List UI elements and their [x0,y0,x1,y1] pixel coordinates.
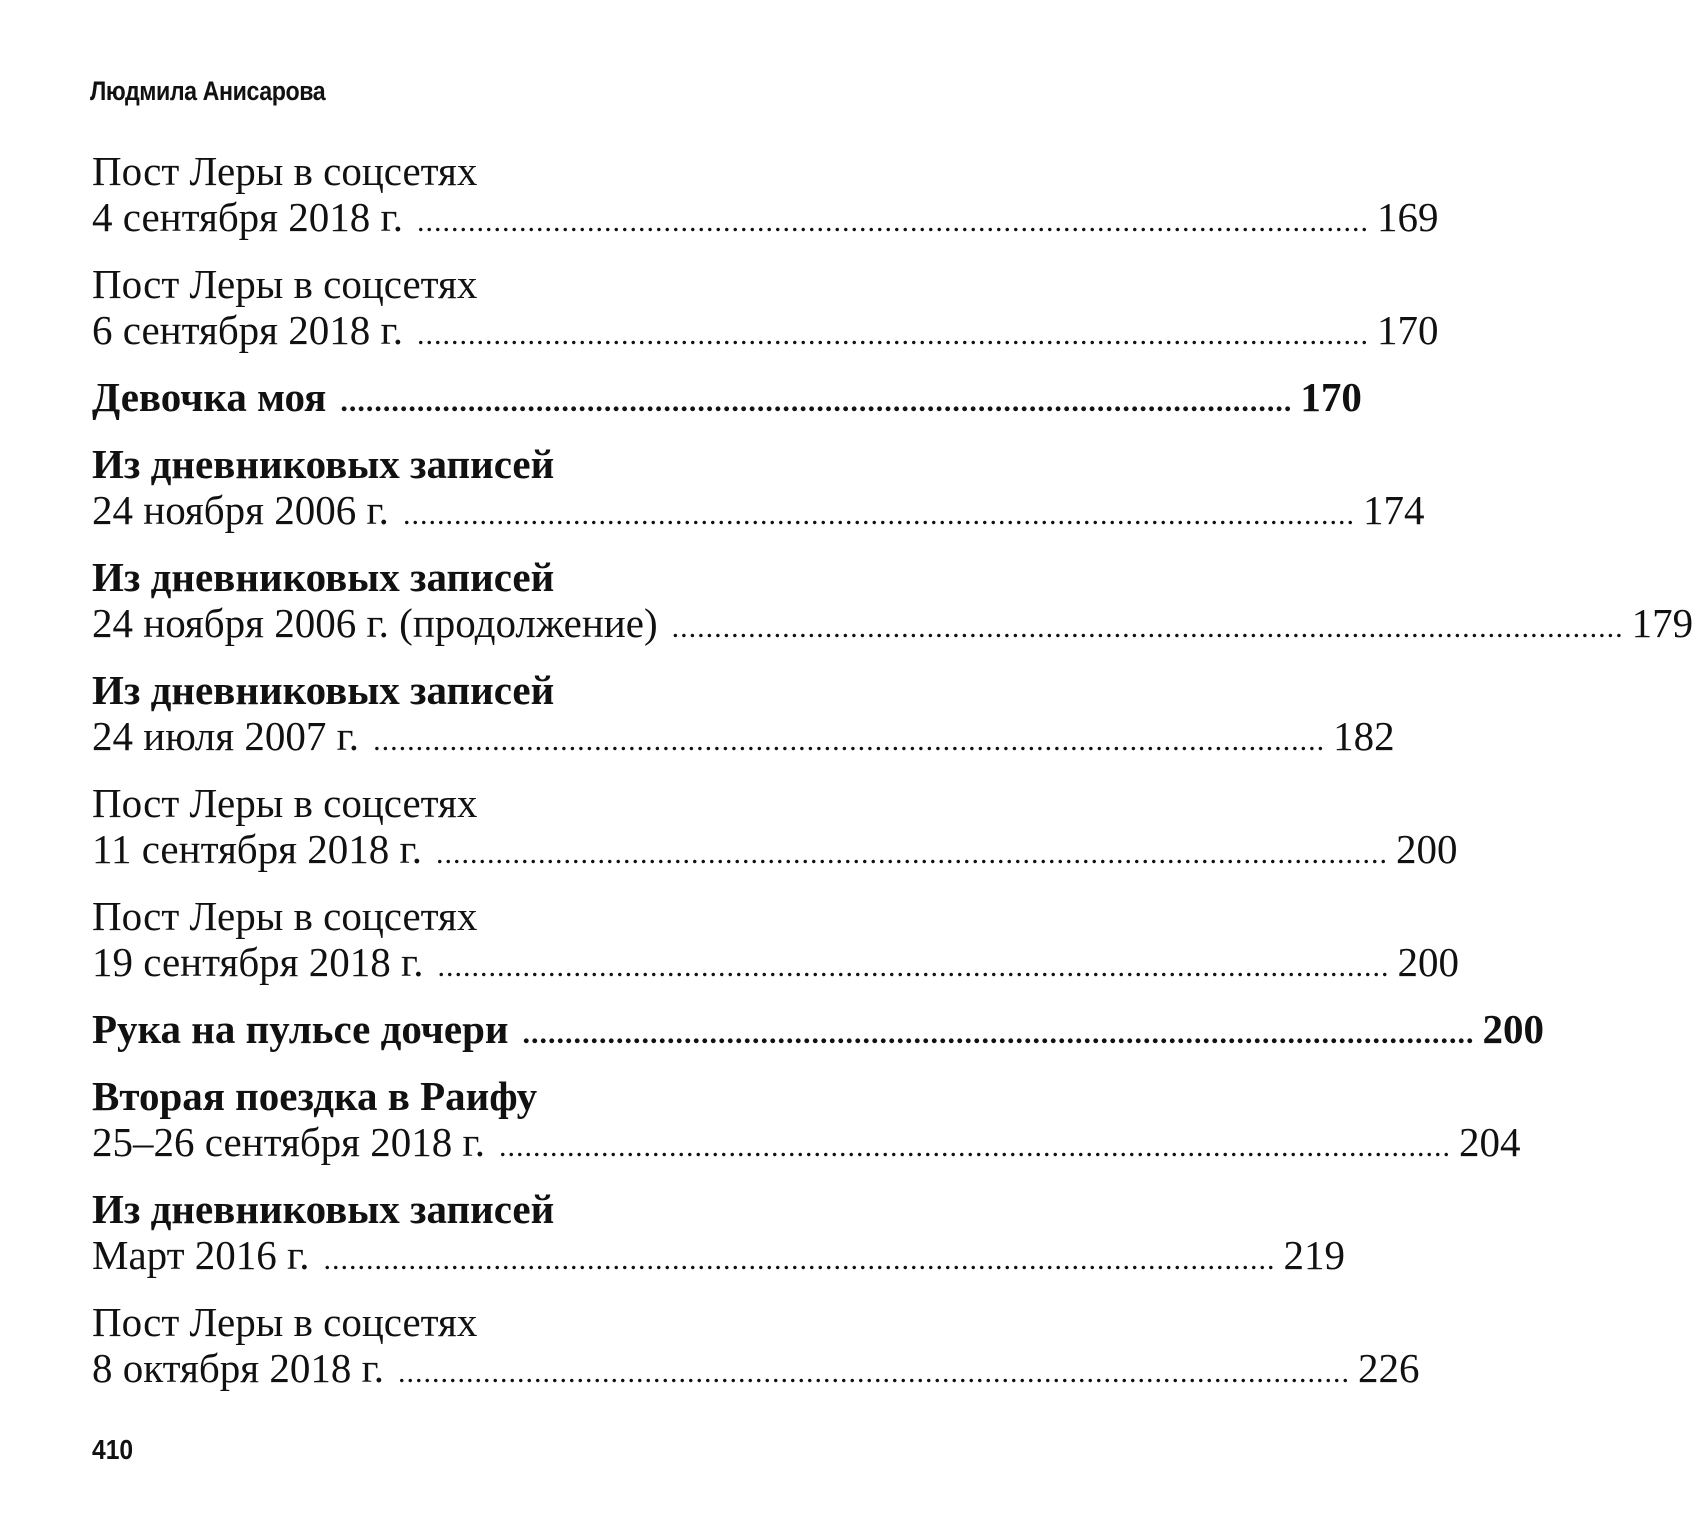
entry-subtitle: 6 сентября 2018 г. [92,307,403,353]
toc-entry[interactable] [92,1299,1420,1391]
entry-page-number: 182 [1333,713,1395,759]
entry-title: Из дневниковых записей [92,441,555,487]
entry-page-number: 169 [1376,194,1439,240]
entry-page-number: 200 [1397,939,1459,985]
dot-leader: ................................................................................................................ [522,1017,1475,1050]
entry-title: Пост Леры в соцсетях [92,1299,478,1345]
entry-subtitle: 25–26 сентября 2018 г. [92,1119,485,1165]
entry-page-number: 179 [1631,600,1693,646]
toc-entry[interactable] [92,148,1439,240]
entry-page-number: 204 [1458,1119,1521,1165]
entry-page-number: 170 [1376,307,1439,353]
toc-entry[interactable] [92,780,1458,872]
entry-title: Из дневниковых записей [92,667,555,713]
dot-leader: ................................................................................................................ [498,1130,1451,1163]
entry-subtitle: 19 сентября 2018 г. [92,939,424,985]
entry-title: Из дневниковых записей [92,554,555,600]
dot-leader: ................................................................................................................ [340,385,1293,418]
entry-subtitle: 8 октября 2018 г. [92,1345,385,1391]
dot-leader: ................................................................................................................ [671,611,1624,644]
entry-page-number: 200 [1395,826,1458,872]
entry-subtitle: 24 ноября 2006 г. [92,487,389,533]
entry-title: Девочка моя [92,374,327,420]
dot-leader: ................................................................................................................ [402,498,1355,531]
toc-entry[interactable] [92,1186,1345,1278]
table-of-contents [92,148,1693,1391]
toc-entry[interactable] [92,667,1395,759]
entry-title: Пост Леры в соцсетях [92,780,478,826]
entry-subtitle: 11 сентября 2018 г. [92,826,422,872]
entry-page-number: 200 [1482,1006,1545,1052]
toc-entry[interactable] [92,261,1439,353]
entry-subtitle: Март 2016 г. [92,1232,310,1278]
entry-title: Пост Леры в соцсетях [92,261,478,307]
dot-leader: ................................................................................................................ [416,205,1369,238]
dot-leader: ................................................................................................................ [435,837,1388,870]
toc-entry[interactable] [92,1006,1545,1052]
entry-title: Пост Леры в соцсетях [92,893,478,939]
toc-entry[interactable] [92,893,1459,985]
page-number: 410 [92,1434,134,1465]
entry-page-number: 219 [1283,1232,1345,1278]
dot-leader: ................................................................................................................ [373,724,1326,757]
dot-leader: ................................................................................................................ [398,1356,1351,1389]
entry-title: Рука на пульсе дочери [92,1006,509,1052]
dot-leader: ................................................................................................................ [323,1243,1276,1276]
entry-subtitle: 4 сентября 2018 г. [92,194,403,240]
toc-entry[interactable] [92,441,1425,533]
entry-title: Пост Леры в соцсетях [92,148,478,194]
entry-subtitle: 24 ноября 2006 г. (продолжение) [92,600,658,646]
entry-page-number: 226 [1358,1345,1420,1391]
toc-entry[interactable] [92,1073,1521,1165]
dot-leader: ................................................................................................................ [437,950,1390,983]
entry-subtitle: 24 июля 2007 г. [92,713,360,759]
entry-page-number: 170 [1300,374,1362,420]
entry-title: Вторая поездка в Раифу [92,1073,538,1119]
dot-leader: ................................................................................................................ [416,318,1369,351]
entry-title: Из дневниковых записей [92,1186,555,1232]
running-head: Людмила Анисарова [90,76,326,106]
toc-entry[interactable] [92,554,1693,646]
toc-entry[interactable] [92,374,1362,420]
entry-page-number: 174 [1362,487,1425,533]
